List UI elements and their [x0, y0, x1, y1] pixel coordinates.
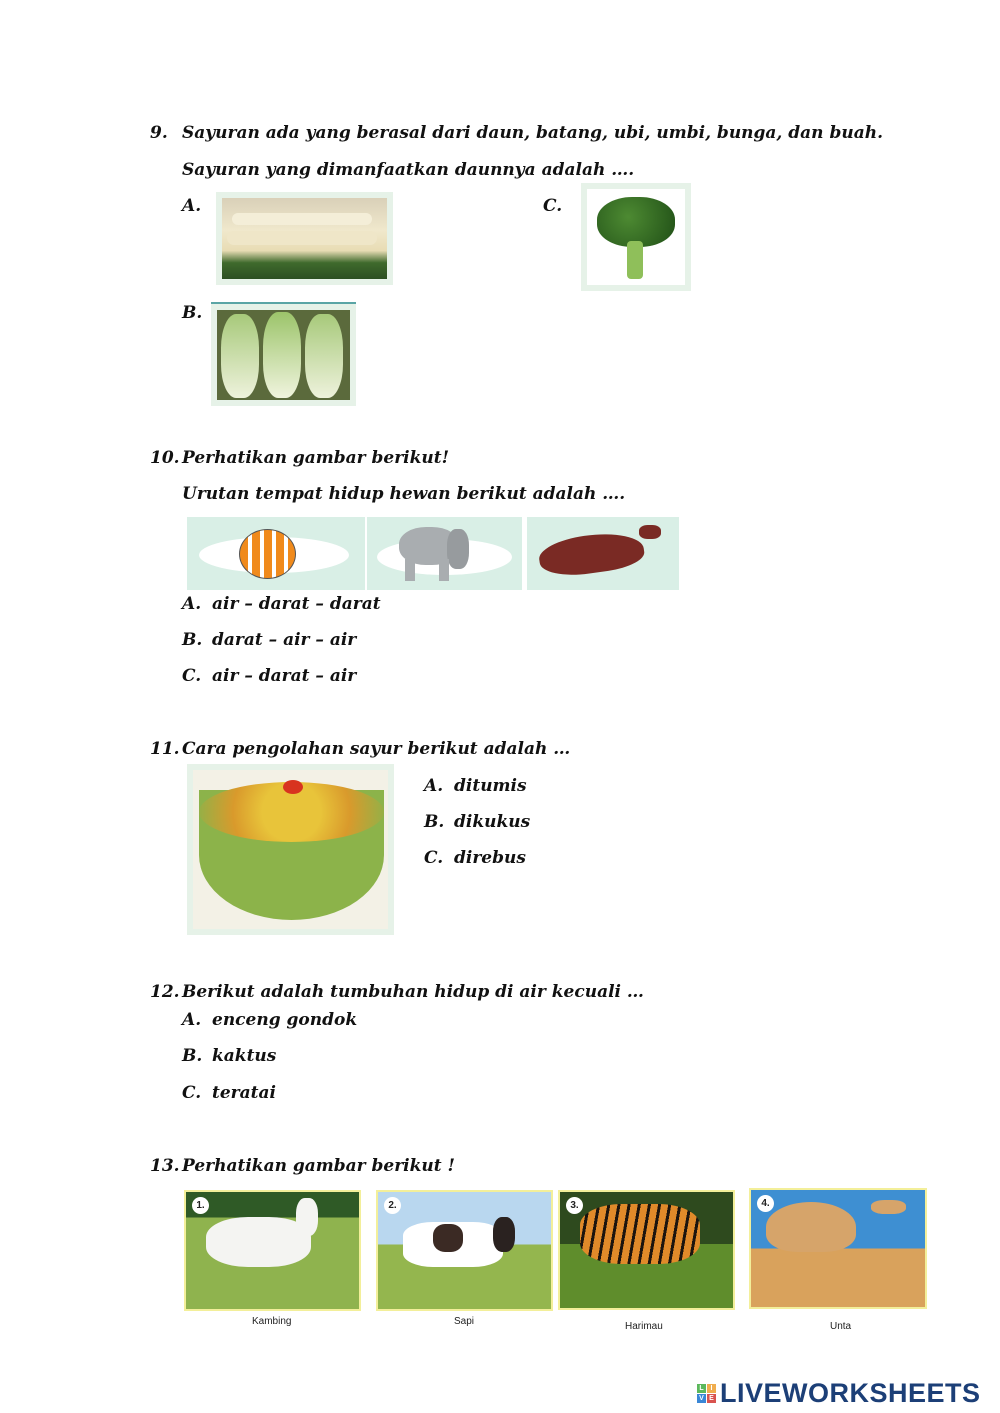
- q12-option-b-label[interactable]: B.: [182, 1046, 203, 1066]
- q10-option-c-text[interactable]: air – darat – air: [212, 666, 357, 686]
- q10-option-c-label[interactable]: C.: [182, 666, 202, 686]
- q12-option-b-text[interactable]: kaktus: [212, 1046, 277, 1066]
- q11-option-a-label[interactable]: A.: [424, 776, 444, 796]
- q12-option-c-label[interactable]: C.: [182, 1083, 202, 1103]
- q11-option-a-text[interactable]: ditumis: [454, 776, 527, 796]
- animal-number-2: 2.: [384, 1197, 401, 1214]
- q12-option-a-label[interactable]: A.: [182, 1010, 202, 1030]
- cube-letter: I: [707, 1384, 716, 1393]
- cube-letter: L: [697, 1384, 706, 1393]
- q9-option-b-label[interactable]: B.: [182, 303, 203, 323]
- q11-option-c-label[interactable]: C.: [424, 848, 444, 868]
- q9-text: Sayuran ada yang berasal dari daun, batang, ubi, umbi, bunga, dan buah.: [182, 123, 883, 143]
- q12-option-a-text[interactable]: enceng gondok: [212, 1010, 358, 1030]
- q11-text: Cara pengolahan sayur berikut adalah …: [182, 739, 571, 759]
- q12-number: 12.: [150, 982, 180, 1002]
- q10-option-b-label[interactable]: B.: [182, 630, 203, 650]
- q10-text: Perhatikan gambar berikut!: [182, 448, 450, 468]
- cube-letter: V: [697, 1394, 706, 1403]
- q10-option-a-text[interactable]: air – darat – darat: [212, 594, 381, 614]
- animal-caption-kambing: Kambing: [252, 1316, 292, 1327]
- q9-option-c-label[interactable]: C.: [543, 196, 563, 216]
- q11-option-c-text[interactable]: direbus: [454, 848, 526, 868]
- q10-option-b-text[interactable]: darat – air – air: [212, 630, 357, 650]
- animal-number-4: 4.: [757, 1195, 774, 1212]
- q10-prompt: Urutan tempat hidup hewan berikut adalah ….: [182, 484, 626, 504]
- cow-image: [376, 1190, 553, 1311]
- q13-number: 13.: [150, 1156, 180, 1176]
- q10-number: 10.: [150, 448, 180, 468]
- broccoli-image[interactable]: [581, 183, 691, 291]
- animal-caption-unta: Unta: [830, 1321, 852, 1332]
- radish-image[interactable]: [216, 192, 393, 285]
- q9-prompt: Sayuran yang dimanfaatkan daunnya adalah ….: [182, 160, 635, 180]
- q9-number: 9.: [150, 123, 168, 143]
- animal-number-3: 3.: [566, 1197, 583, 1214]
- logo-cube-icon: [697, 1384, 716, 1403]
- liveworksheets-logo: [697, 1378, 981, 1409]
- q12-option-c-text[interactable]: teratai: [212, 1083, 276, 1103]
- q11-option-b-text[interactable]: dikukus: [454, 812, 531, 832]
- goat-image: [184, 1190, 361, 1311]
- fish-image: [187, 517, 365, 590]
- camel-image: [749, 1188, 927, 1309]
- q9-option-a-label[interactable]: A.: [182, 196, 202, 216]
- chinese-cabbage-image[interactable]: [211, 302, 356, 406]
- cube-letter: E: [707, 1394, 716, 1403]
- q11-option-b-label[interactable]: B.: [424, 812, 445, 832]
- animal-caption-harimau: Harimau: [625, 1321, 663, 1332]
- q10-option-a-label[interactable]: A.: [182, 594, 202, 614]
- tiger-image: [558, 1190, 735, 1310]
- q13-text: Perhatikan gambar berikut !: [182, 1156, 456, 1176]
- vegetable-soup-image: [187, 764, 394, 935]
- elephant-image: [367, 517, 522, 590]
- seal-image: [527, 517, 679, 590]
- q11-number: 11.: [150, 739, 180, 759]
- logo-text: LIVEWORKSHEETS: [720, 1378, 981, 1408]
- animal-number-1: 1.: [192, 1197, 209, 1214]
- q12-text: Berikut adalah tumbuhan hidup di air kecuali …: [182, 982, 644, 1002]
- animal-caption-sapi: Sapi: [454, 1316, 475, 1327]
